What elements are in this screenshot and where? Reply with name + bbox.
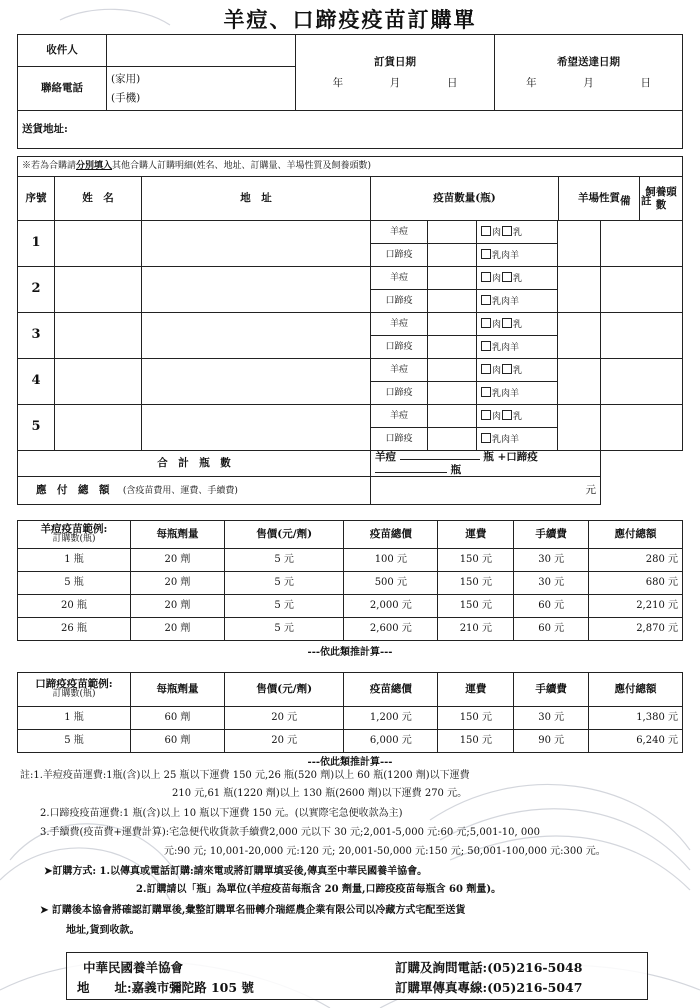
total-bottles-label: 合 計 瓶 數	[18, 451, 371, 477]
farm-type-dairy: 乳	[513, 365, 523, 376]
farm-type-dairy-meat: 乳肉羊	[492, 250, 520, 261]
order-seq: 4	[18, 359, 55, 405]
farm-type-cell	[477, 267, 558, 290]
order-date-cell[interactable]	[296, 35, 495, 111]
order-row	[18, 359, 683, 382]
order-vaccine-label: 羊痘	[371, 405, 428, 428]
farm-type-dairy-meat: 乳肉羊	[492, 434, 520, 445]
order-rows-table	[17, 220, 683, 505]
total-bottles-field[interactable]	[371, 451, 601, 477]
order-qty-field[interactable]	[428, 290, 477, 313]
order-name-field[interactable]	[55, 221, 142, 267]
pox-header-price: 售價(元/劑)	[224, 521, 343, 549]
example-cell: 1,200 元	[344, 707, 438, 730]
checkbox-dairy[interactable]	[502, 318, 512, 328]
payment-unit: 元	[585, 484, 596, 497]
example-cell: 90 元	[514, 730, 589, 753]
order-address-field[interactable]	[142, 313, 371, 359]
order-vaccine-label: 口蹄疫	[371, 244, 428, 267]
note-3a: 3.手續費(疫苗費+運費計算):宅急便代收貨款手續費2,000 元以下 30 元;2,001-5,000 元:60 元;5,001-10, 000	[40, 827, 540, 838]
note-5a: ➤ 訂購後本協會將確認訂購單後,彙整訂購單名冊轉介瑞經農企業有限公司以冷藏方式宅配至送貨	[40, 905, 466, 916]
order-address-field[interactable]	[142, 221, 371, 267]
fmd-example-table	[17, 672, 683, 753]
order-name-field[interactable]	[55, 405, 142, 451]
pox-example-title-cell	[18, 521, 131, 549]
example-cell: 150 元	[438, 572, 514, 595]
total-pox-label: 羊痘	[375, 451, 396, 464]
example-cell: 6,000 元	[344, 730, 438, 753]
farm-type-dairy: 乳	[513, 319, 523, 330]
order-qty-field[interactable]	[428, 382, 477, 405]
checkbox-dairy[interactable]	[502, 364, 512, 374]
farm-type-cell	[477, 313, 558, 336]
order-herd-field[interactable]	[558, 359, 601, 405]
order-name-field[interactable]	[55, 359, 142, 405]
checkbox-dairy-meat[interactable]	[481, 295, 491, 305]
order-remark-field[interactable]	[601, 405, 683, 451]
note-4b: 2.訂購請以「瓶」為單位(羊痘疫苗每瓶含 20 劑量,口蹄疫疫苗每瓶含 60 劑量)。	[136, 884, 502, 895]
order-seq: 1	[18, 221, 55, 267]
checkbox-meat[interactable]	[481, 226, 491, 236]
example-cell: 2,870 元	[588, 618, 682, 641]
example-cell: 2,210 元	[588, 595, 682, 618]
note-1a: 註:1.羊痘疫苗運費:1瓶(含)以上 25 瓶以下運費 150 元,26 瓶(520 劑)以上 60 瓶(1200 劑)以下運費	[20, 770, 470, 781]
pox-example-table	[17, 520, 683, 641]
pox-header-shipping: 運費	[438, 521, 514, 549]
farm-type-dairy: 乳	[513, 227, 523, 238]
example-cell: 5 元	[224, 549, 343, 572]
checkbox-dairy-meat[interactable]	[481, 249, 491, 259]
example-cell: 5 元	[224, 595, 343, 618]
footer-phone: 訂購及詢問電話:(05)216-5048	[395, 960, 583, 975]
total-mid-label: 瓶 +口蹄疫	[483, 451, 538, 464]
order-qty-field[interactable]	[428, 221, 477, 244]
col-header-seq: 序號	[18, 177, 55, 221]
example-cell: 20 元	[224, 707, 343, 730]
delivery-date-label: 希望送達日期	[557, 56, 620, 69]
example-cell: 60 劑	[131, 730, 225, 753]
fmd-example-title-cell	[18, 673, 131, 707]
example-cell: 20 元	[224, 730, 343, 753]
order-vaccine-label: 羊痘	[371, 267, 428, 290]
example-cell: 60 元	[514, 595, 589, 618]
order-seq: 3	[18, 313, 55, 359]
example-cell: 1,380 元	[588, 707, 682, 730]
farm-type-meat: 肉	[492, 319, 502, 330]
payment-label: 應 付 總 額	[36, 484, 110, 497]
farm-type-dairy: 乳	[513, 273, 523, 284]
order-date-label: 訂貨日期	[374, 56, 416, 69]
phone-mobile-label: (手機)	[111, 91, 141, 104]
note-5b: 地址,貨到收款。	[66, 925, 140, 936]
checkbox-meat[interactable]	[481, 410, 491, 420]
example-cell: 210 元	[438, 618, 514, 641]
order-name-field[interactable]	[55, 313, 142, 359]
fmd-example-subtitle: 訂購數(瓶)	[52, 689, 96, 700]
example-cell: 150 元	[438, 549, 514, 572]
order-herd-field[interactable]	[558, 221, 601, 267]
example-cell: 6,240 元	[588, 730, 682, 753]
note-4a: ➤訂購方式: 1.以傳真或電話訂購:請來電或將訂購單填妥後,傳真至中華民國養羊協會。	[44, 866, 428, 877]
order-address-field[interactable]	[142, 405, 371, 451]
fmd-header-shipping: 運費	[438, 673, 514, 707]
checkbox-meat[interactable]	[481, 272, 491, 282]
order-qty-field[interactable]	[428, 336, 477, 359]
note-1b: 210 元,61 瓶(1220 劑)以上 130 瓶(2600 劑)以下運費 270 元。	[172, 788, 468, 799]
order-name-field[interactable]	[55, 267, 142, 313]
example-cell: 20 劑	[131, 572, 225, 595]
order-vaccine-label: 口蹄疫	[371, 428, 428, 451]
example-row	[18, 549, 683, 572]
order-date-year: 年	[332, 76, 344, 89]
example-cell: 680 元	[588, 572, 682, 595]
farm-type-cell	[477, 244, 558, 267]
order-address-field[interactable]	[142, 267, 371, 313]
farm-type-dairy: 乳	[513, 411, 523, 422]
example-cell: 500 元	[344, 572, 438, 595]
order-vaccine-label: 羊痘	[371, 221, 428, 244]
joint-note-post: 其他合購人訂購明細(姓名、地址、訂購量、羊場性質及飼養頭數)	[112, 161, 372, 172]
order-qty-field[interactable]	[428, 428, 477, 451]
pox-header-fee: 手續費	[514, 521, 589, 549]
order-seq: 5	[18, 405, 55, 451]
joint-purchase-note	[18, 157, 683, 177]
footer-org: 中華民國養羊協會	[83, 960, 184, 975]
example-cell: 5 瓶	[18, 572, 131, 595]
pox-header-payable: 應付總額	[588, 521, 682, 549]
pox-example-footer: ---依此類推計算---	[307, 647, 393, 658]
example-cell: 150 元	[438, 595, 514, 618]
fmd-example-footer: ---依此類推計算---	[307, 757, 393, 768]
recipient-label: 收件人	[18, 35, 107, 67]
delivery-date-day: 日	[640, 76, 651, 89]
example-cell: 20 瓶	[18, 595, 131, 618]
example-cell: 30 元	[514, 549, 589, 572]
phone-home-label: (家用)	[111, 73, 141, 86]
checkbox-meat[interactable]	[481, 318, 491, 328]
example-cell: 5 元	[224, 618, 343, 641]
footer-fax: 訂購單傳真專線:(05)216-5047	[395, 980, 583, 995]
example-cell: 150 元	[438, 707, 514, 730]
farm-type-meat: 肉	[492, 273, 502, 284]
example-cell: 60 元	[514, 618, 589, 641]
order-vaccine-label: 羊痘	[371, 313, 428, 336]
address-cell[interactable]	[18, 111, 683, 149]
order-address-field[interactable]	[142, 359, 371, 405]
delivery-date-year: 年	[526, 76, 537, 89]
example-cell: 100 元	[344, 549, 438, 572]
order-date-day: 日	[446, 76, 458, 89]
farm-type-dairy-meat: 乳肉羊	[492, 388, 520, 399]
farm-type-cell	[477, 359, 558, 382]
order-vaccine-label: 口蹄疫	[371, 382, 428, 405]
col-header-remark: 備 註	[620, 195, 652, 207]
note-2: 2.口蹄疫疫苗運費:1 瓶(含)以上 10 瓶以下運費 150 元。(以實際宅急便收款為主)	[40, 808, 403, 819]
example-row	[18, 595, 683, 618]
example-cell: 2,600 元	[344, 618, 438, 641]
joint-note-pre: ※若為合購請	[22, 161, 77, 172]
example-row	[18, 618, 683, 641]
order-remark-field[interactable]	[601, 267, 683, 313]
order-vaccine-label: 口蹄疫	[371, 336, 428, 359]
order-vaccine-label: 羊痘	[371, 359, 428, 382]
payment-note: (含疫苗費用、運費、手續費)	[122, 486, 238, 497]
order-qty-field[interactable]	[428, 359, 477, 382]
order-date-month: 月	[389, 76, 401, 89]
checkbox-dairy[interactable]	[502, 272, 512, 282]
payment-label-cell	[18, 477, 371, 505]
order-qty-field[interactable]	[428, 405, 477, 428]
example-cell: 20 劑	[131, 549, 225, 572]
checkbox-dairy-meat[interactable]	[481, 341, 491, 351]
example-cell: 30 元	[514, 707, 589, 730]
order-qty-field[interactable]	[428, 267, 477, 290]
example-cell: 280 元	[588, 549, 682, 572]
col-header-quantity: 疫苗數量(瓶)	[371, 177, 559, 221]
example-cell: 1 瓶	[18, 707, 131, 730]
example-cell: 20 劑	[131, 595, 225, 618]
farm-type-cell	[477, 428, 558, 451]
col-header-farm-type: 羊場性質	[559, 177, 640, 221]
checkbox-dairy-meat[interactable]	[481, 387, 491, 397]
footer-address: 地 址:嘉義市彌陀路 105 號	[77, 980, 254, 995]
order-herd-field[interactable]	[558, 313, 601, 359]
example-cell: 1 瓶	[18, 549, 131, 572]
farm-type-dairy-meat: 乳肉羊	[492, 342, 520, 353]
checkbox-meat[interactable]	[481, 364, 491, 374]
example-cell: 60 劑	[131, 707, 225, 730]
order-row	[18, 405, 683, 428]
farm-type-meat: 肉	[492, 365, 502, 376]
phone-field[interactable]	[107, 67, 296, 111]
note-3b: 元:90 元; 10,001-20,000 元:120 元; 20,001-50,000 元:150 元; 50,001-100,000 元:300 元。	[164, 846, 606, 857]
contact-footer	[66, 952, 648, 1000]
customer-info-table	[17, 34, 683, 149]
order-remark-field[interactable]	[601, 359, 683, 405]
delivery-date-month: 月	[583, 76, 594, 89]
checkbox-dairy[interactable]	[502, 226, 512, 236]
phone-label: 聯絡電話	[18, 67, 107, 111]
order-remark-field[interactable]	[601, 221, 683, 267]
example-cell: 30 元	[514, 572, 589, 595]
order-row	[18, 313, 683, 336]
example-cell: 26 瓶	[18, 618, 131, 641]
order-seq: 2	[18, 267, 55, 313]
order-row	[18, 221, 683, 244]
example-cell: 5 瓶	[18, 730, 131, 753]
pox-example-subtitle: 訂購數(瓶)	[52, 534, 96, 545]
col-header-name: 姓 名	[55, 177, 142, 221]
delivery-date-cell[interactable]	[495, 35, 683, 111]
fmd-header-total: 疫苗總價	[344, 673, 438, 707]
order-qty-field[interactable]	[428, 313, 477, 336]
farm-type-dairy-meat: 乳肉羊	[492, 296, 520, 307]
example-row	[18, 707, 683, 730]
checkbox-dairy-meat[interactable]	[481, 433, 491, 443]
pox-example-title: 羊痘疫苗範例:	[40, 523, 108, 536]
farm-type-meat: 肉	[492, 227, 502, 238]
col-header-address: 地 址	[142, 177, 371, 221]
example-cell: 20 劑	[131, 618, 225, 641]
pox-header-dose: 每瓶劑量	[131, 521, 225, 549]
example-row	[18, 572, 683, 595]
farm-type-cell	[477, 221, 558, 244]
example-cell: 5 元	[224, 572, 343, 595]
example-cell: 150 元	[438, 730, 514, 753]
fmd-header-dose: 每瓶劑量	[131, 673, 225, 707]
recipient-field[interactable]	[107, 35, 296, 67]
col-header-herd-size: 飼養頭數	[640, 177, 683, 221]
farm-type-meat: 肉	[492, 411, 502, 422]
fmd-header-payable: 應付總額	[588, 673, 682, 707]
page-title: 羊痘、口蹄疫疫苗訂購單	[223, 7, 477, 32]
order-herd-field[interactable]	[558, 405, 601, 451]
payment-field[interactable]	[371, 477, 601, 505]
order-vaccine-label: 口蹄疫	[371, 290, 428, 313]
order-remark-field[interactable]	[601, 313, 683, 359]
order-herd-field[interactable]	[558, 267, 601, 313]
fmd-header-fee: 手續費	[514, 673, 589, 707]
fmd-header-price: 售價(元/劑)	[224, 673, 343, 707]
order-row	[18, 267, 683, 290]
checkbox-dairy[interactable]	[502, 410, 512, 420]
total-end-label: 瓶	[450, 463, 462, 476]
farm-type-cell	[477, 336, 558, 359]
address-label: 送貨地址:	[22, 123, 68, 136]
farm-type-cell	[477, 382, 558, 405]
example-row	[18, 730, 683, 753]
order-qty-field[interactable]	[428, 244, 477, 267]
fmd-example-title: 口蹄疫疫苗範例:	[35, 678, 113, 691]
joint-note-underlined: 分別填入	[76, 161, 113, 172]
farm-type-cell	[477, 405, 558, 428]
example-cell: 2,000 元	[344, 595, 438, 618]
order-detail-table	[17, 156, 683, 221]
farm-type-cell	[477, 290, 558, 313]
pox-header-total: 疫苗總價	[344, 521, 438, 549]
